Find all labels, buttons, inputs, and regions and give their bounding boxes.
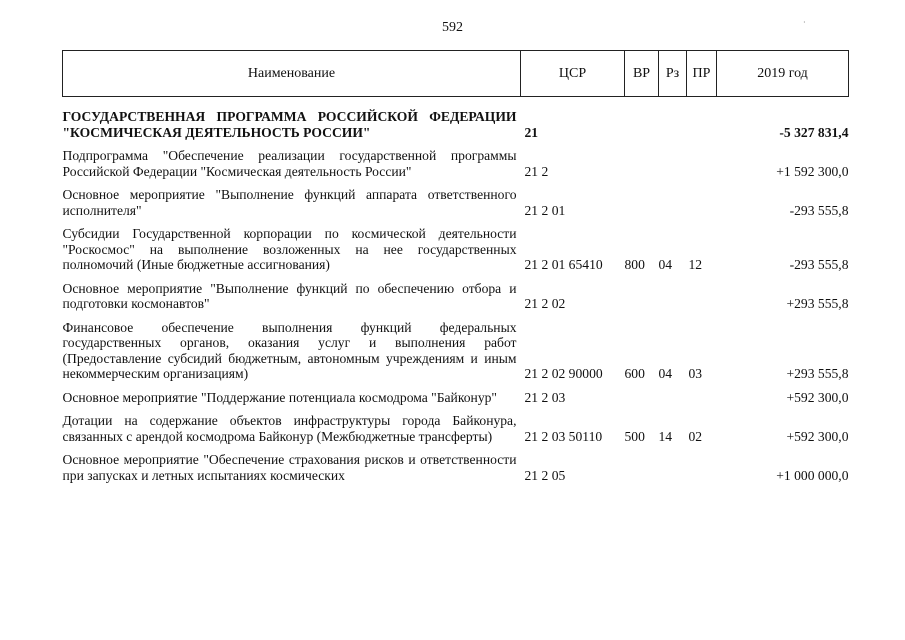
row-rz <box>659 140 687 179</box>
row-pr <box>687 273 717 312</box>
table-row <box>63 382 849 406</box>
row-pr <box>687 97 717 141</box>
row-year: -293 555,8 <box>789 257 849 272</box>
row-rz <box>659 273 687 312</box>
row-csr: 21 2 01 65410 <box>524 257 603 272</box>
header-vr: ВР <box>625 51 659 97</box>
row-year: -5 327 831,4 <box>779 124 849 140</box>
row-vr: 800 <box>624 257 645 272</box>
row-name: Основное мероприятие "Выполнение функций аппарата ответственного исполнителя" <box>62 187 517 218</box>
table-row <box>63 140 849 179</box>
header-year: 2019 год <box>717 51 849 97</box>
row-year: +592 300,0 <box>786 428 849 444</box>
row-pr <box>687 179 717 218</box>
row-csr: 21 <box>524 124 539 140</box>
row-rz: 14 <box>658 428 673 444</box>
row-name: ГОСУДАРСТВЕННАЯ ПРОГРАММА РОССИЙСКОЙ ФЕДЕРАЦИИ "КОСМИЧЕСКАЯ ДЕЯТЕЛЬНОСТЬ РОССИИ" <box>62 109 517 140</box>
budget-table <box>62 50 849 483</box>
row-vr <box>625 382 659 406</box>
row-rz <box>659 444 687 483</box>
row-vr <box>625 179 659 218</box>
row-rz <box>659 382 687 406</box>
row-pr: 02 <box>688 428 703 444</box>
row-name: Субсидии Государственной корпорации по космической деятельности "Роскосмос" на выполнение возложенных на нее государственных полномочий (Иные бюджетные ассигнования) <box>62 226 517 272</box>
row-year: -293 555,8 <box>789 202 849 218</box>
table-row <box>63 444 849 483</box>
header-pr: ПР <box>687 51 717 97</box>
row-rz <box>659 179 687 218</box>
row-pr: 03 <box>688 366 703 381</box>
row-csr: 21 2 03 50110 <box>524 428 603 444</box>
row-name: Основное мероприятие "Выполнение функций по обеспечению отбора и подготовки космонавтов" <box>62 280 517 311</box>
row-csr: 21 2 05 <box>524 467 566 483</box>
row-pr <box>687 140 717 179</box>
table-row <box>63 273 849 312</box>
row-vr <box>625 140 659 179</box>
row-pr <box>687 382 717 406</box>
row-rz: 04 <box>658 366 673 381</box>
row-pr: 12 <box>688 257 703 272</box>
page-number: 592 <box>442 20 463 35</box>
row-vr <box>625 273 659 312</box>
row-vr: 600 <box>624 366 645 381</box>
row-year: +293 555,8 <box>786 366 849 381</box>
row-csr: 21 2 <box>524 163 549 179</box>
row-pr <box>687 444 717 483</box>
header-name: Наименование <box>63 51 521 97</box>
scan-speck: · <box>803 18 806 27</box>
row-year: +1 000 000,0 <box>776 467 849 483</box>
table-header-row <box>63 51 849 97</box>
table-row <box>63 179 849 218</box>
header-csr: ЦСР <box>521 51 625 97</box>
row-name: Основное мероприятие "Поддержание потенциала космодрома "Байконур" <box>62 389 497 405</box>
row-csr: 21 2 02 <box>524 296 566 311</box>
table-row <box>63 405 849 444</box>
row-name: Финансовое обеспечение выполнения функций федеральных государственных органов, оказания услуг и выполнения работ (Предоставление субсидий бюджетным, автономным учреждениям и иным некоммерческим организациям) <box>62 319 517 381</box>
row-year: +1 592 300,0 <box>776 163 849 179</box>
row-name: Дотации на содержание объектов инфраструктуры города Байконура, связанных с арендой космодрома Байконур (Межбюджетные трансферты) <box>62 413 517 444</box>
row-name: Подпрограмма "Обеспечение реализации государственной программы Российской Федерации "Космическая деятельность России" <box>62 148 517 179</box>
table-row <box>63 218 849 273</box>
row-year: +592 300,0 <box>786 389 849 405</box>
table-row <box>63 97 849 141</box>
header-rz: Рз <box>659 51 687 97</box>
row-csr: 21 2 01 <box>524 202 566 218</box>
row-rz: 04 <box>658 257 673 272</box>
row-name: Основное мероприятие "Обеспечение страхования рисков и ответственности при запусках и летных испытаниях космических <box>62 452 517 483</box>
table-row <box>63 312 849 382</box>
row-csr: 21 2 02 90000 <box>524 366 603 381</box>
row-vr: 500 <box>624 428 645 444</box>
row-vr <box>625 444 659 483</box>
row-rz <box>659 97 687 141</box>
row-vr <box>625 97 659 141</box>
row-year: +293 555,8 <box>786 296 849 311</box>
row-csr: 21 2 03 <box>524 389 566 405</box>
